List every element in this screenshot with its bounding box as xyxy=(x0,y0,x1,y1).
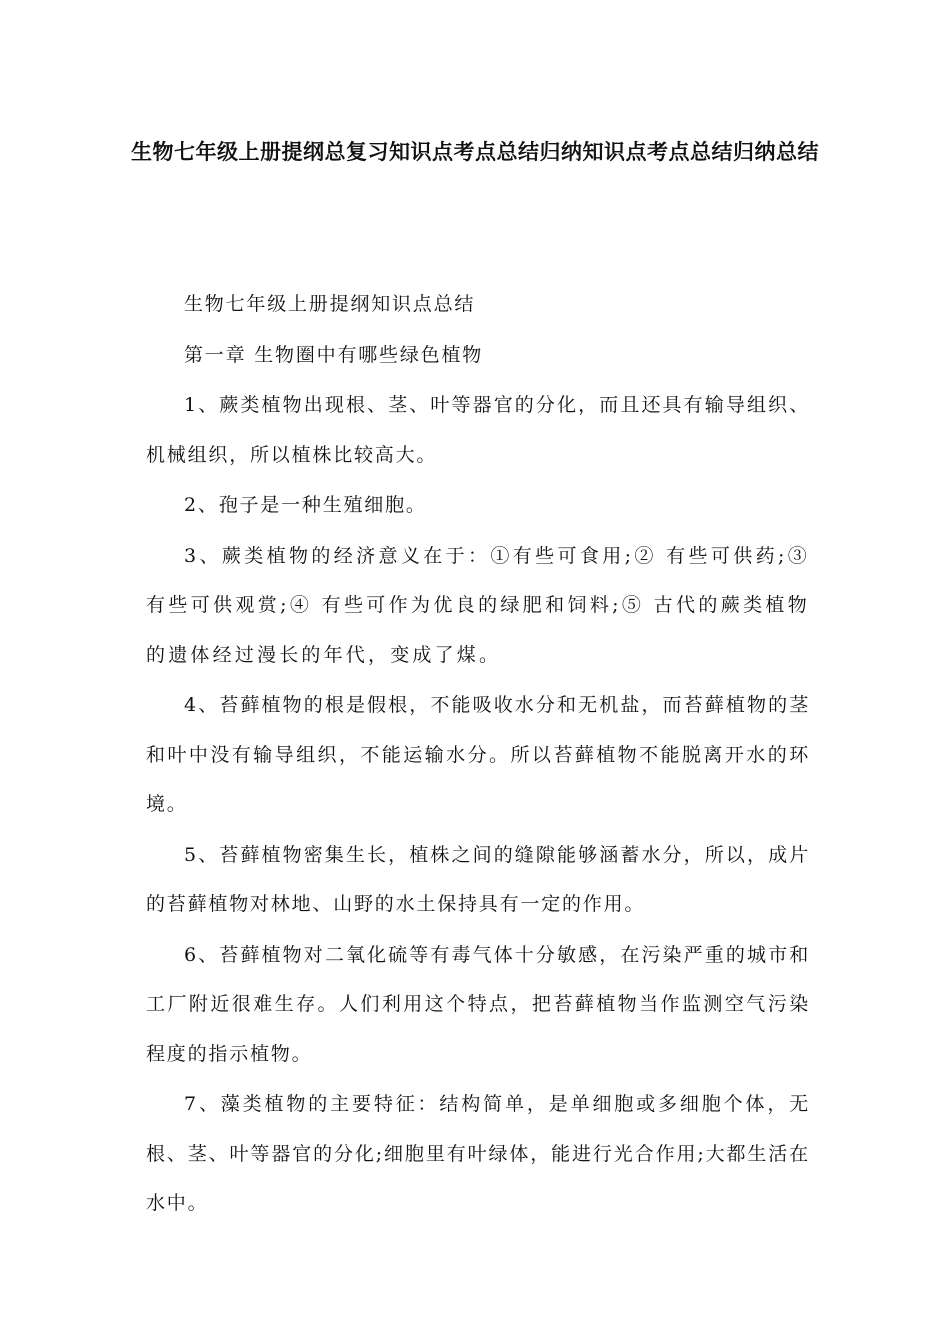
paragraph-point-5: 5、苔藓植物密集生长，植株之间的缝隙能够涵蓄水分，所以，成片的苔藓植物对林地、山野的水土保持具有一定的作用。 xyxy=(146,843,810,915)
paragraph-chapter-heading: 第一章 生物圈中有哪些绿色植物 xyxy=(184,343,484,366)
paragraph-summary-heading: 生物七年级上册提纲知识点总结 xyxy=(184,293,476,315)
paragraph-point-2: 2、孢子是一种生殖细胞。 xyxy=(184,494,427,516)
paragraph-point-3: 3、蕨类植物的经济意义在于：①有些可食用;② 有些可供药;③ 有些可供观赏;④ 有些可作为优良的绿肥和饲料;⑤ 古代的蕨类植物的遗体经过漫长的年代，变成了煤。 xyxy=(146,544,810,666)
paragraph-point-4: 4、苔藓植物的根是假根，不能吸收水分和无机盐，而苔藓植物的茎和叶中没有输导组织，不能运输水分。所以苔藓植物不能脱离开水的环境。 xyxy=(146,694,810,815)
document-body xyxy=(146,280,810,1230)
paragraph-point-1: 1、蕨类植物出现根、茎、叶等器官的分化，而且还具有输导组织、机械组织，所以植株比较高大。 xyxy=(146,394,810,466)
paragraph-point-6: 6、苔藓植物对二氧化硫等有毒气体十分敏感，在污染严重的城市和工厂附近很难生存。人们利用这个特点，把苔藓植物当作监测空气污染程度的指示植物。 xyxy=(146,943,810,1065)
document-title: 生物七年级上册提纲总复习知识点考点总结归纳知识点考点总结归纳总结 xyxy=(131,140,819,164)
paragraph-point-7: 7、藻类植物的主要特征：结构简单，是单细胞或多细胞个体，无根、茎、叶等器官的分化;细胞里有叶绿体，能进行光合作用;大都生活在水中。 xyxy=(146,1093,810,1214)
